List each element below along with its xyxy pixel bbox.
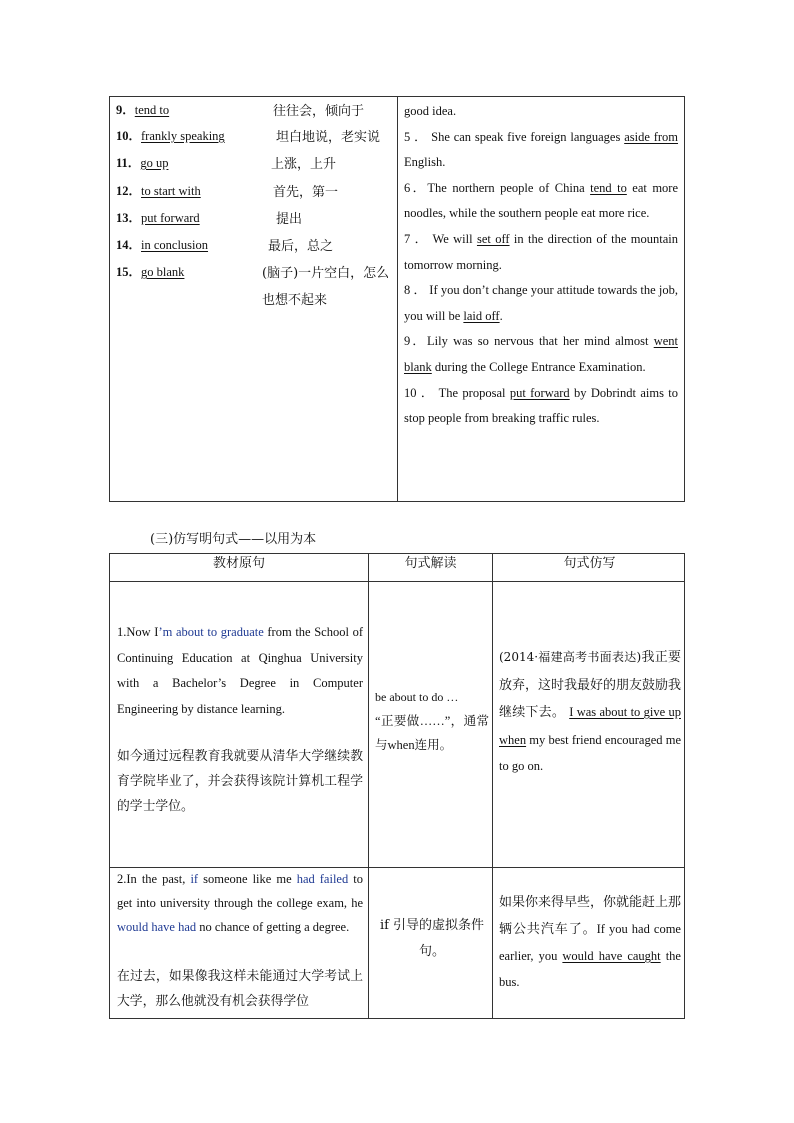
highlight-text: if bbox=[190, 872, 199, 886]
phrase-english: in conclusion bbox=[141, 238, 209, 252]
header-original: 教材原句 bbox=[212, 556, 265, 571]
explanation-2: if 引导的虚拟条件句。 bbox=[379, 918, 485, 959]
phrase-chinese: 坦白地说，老实说 bbox=[276, 130, 381, 145]
example-keyword: set off bbox=[476, 231, 510, 246]
imitation-keyword: would have caught bbox=[562, 949, 661, 963]
phrase-chinese: 也想不起来 bbox=[262, 293, 328, 308]
phrase-list bbox=[110, 97, 398, 501]
phrase-number: 12． bbox=[116, 184, 142, 198]
example-keyword: laid off bbox=[463, 308, 500, 323]
phrase-table bbox=[109, 96, 685, 502]
phrase-english: go blank bbox=[141, 265, 185, 279]
column-divider bbox=[368, 554, 369, 1018]
phrase-number: 13． bbox=[116, 211, 142, 225]
phrase-chinese: (脑子)一片空白，怎么 bbox=[262, 266, 390, 281]
phrase-number: 14． bbox=[116, 238, 142, 252]
phrase-english: to start with bbox=[141, 184, 201, 198]
phrase-english: frankly speaking bbox=[141, 129, 225, 143]
imitation-1: (2014·福建高考书面表达)我正要放弃，这时我最好的朋友鼓励我继续下去。 I was about to give up when my best friend encouraged me to go on. bbox=[499, 650, 682, 773]
example-keyword: went blank bbox=[404, 334, 678, 374]
original-sentence-1: 1.Now I’m about to graduate from the School of Continuing Education at Qinghua University with a Bachelor’s Degree in Computer Engineering by distance learning. bbox=[117, 625, 363, 716]
example-sentence: 8 ． If you don’t change your attitude towards the job, you will be laid off. bbox=[404, 283, 678, 323]
phrase-number: 10． bbox=[116, 129, 142, 143]
phrase-chinese: 最后，总之 bbox=[268, 239, 334, 254]
phrase-number: 9． bbox=[116, 103, 135, 117]
example-keyword: tend to bbox=[590, 180, 627, 195]
imitation-keyword: I was about to give up when bbox=[499, 705, 681, 747]
header-explanation: 句式解读 bbox=[404, 556, 457, 571]
phrase-chinese: 上涨，上升 bbox=[271, 157, 337, 172]
phrase-english: put forward bbox=[141, 211, 200, 225]
highlight-text: ’m about to graduate bbox=[158, 625, 264, 639]
phrase-english: go up bbox=[140, 156, 169, 170]
example-keyword: aside from bbox=[624, 129, 679, 144]
original-sentence-2: 2.In the past, if someone like me had failed to get into university through the college exam, he would have had no chance of getting a degree. bbox=[117, 872, 363, 935]
original-translation-2: 在过去，如果像我这样未能通过大学考试上大学，那么他就没有机会获得学位 bbox=[117, 969, 363, 1009]
phrase-english: tend to bbox=[134, 103, 170, 117]
phrase-number: 15． bbox=[116, 265, 142, 279]
example-sentence: 7 ． We will set off in the direction of the mountain tomorrow morning. bbox=[404, 231, 678, 272]
example-sentence: 9．Lily was so nervous that her mind almost went blank during the College Entrance Examination. bbox=[404, 334, 678, 374]
example-sentence: good idea. bbox=[404, 104, 457, 118]
example-sentences bbox=[398, 97, 684, 501]
highlight-text: would have had bbox=[117, 920, 197, 935]
highlight-text: had failed bbox=[296, 872, 349, 886]
phrase-chinese: 往往会，倾向于 bbox=[273, 104, 365, 119]
row-divider bbox=[110, 581, 684, 582]
phrase-number: 11． bbox=[116, 156, 141, 170]
phrase-chinese: 首先，第一 bbox=[273, 185, 339, 200]
phrase-chinese: 提出 bbox=[276, 212, 303, 227]
imitation-2: 如果你来得早些，你就能赶上那辆公共汽车了。If you had come earlier, you would have caught the bus. bbox=[499, 895, 682, 989]
example-sentence: 6．The northern people of China tend to eat more noodles, while the southern people eat more rice. bbox=[404, 180, 679, 221]
example-keyword: put forward bbox=[509, 385, 570, 400]
section-title: (三)仿写明句式——以用为本 bbox=[150, 532, 317, 547]
column-divider bbox=[492, 554, 493, 1018]
original-translation-1: 如今通过远程教育我就要从清华大学继续教育学院毕业了，并会获得该院计算机工程学的学士学位。 bbox=[117, 749, 363, 814]
example-sentence: 5 ． She can speak five foreign languages aside from English. bbox=[404, 129, 679, 170]
header-imitation: 句式仿写 bbox=[563, 556, 616, 571]
example-sentence: 10 ． The proposal put forward by Dobrindt aims to stop people from breaking traffic rules. bbox=[404, 385, 678, 426]
explanation-1: be about to do … “正要做……”，通常与when连用。 bbox=[375, 690, 489, 752]
sentence-table bbox=[109, 553, 685, 1019]
